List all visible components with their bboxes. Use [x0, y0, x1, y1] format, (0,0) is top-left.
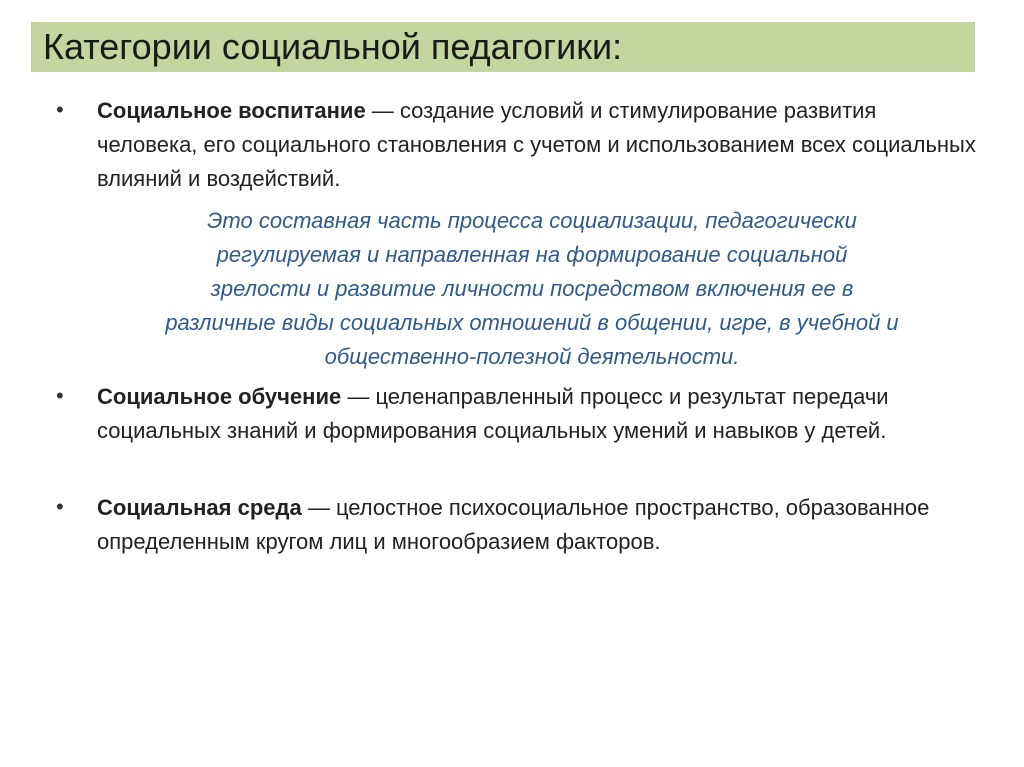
- bullet-icon: •: [56, 494, 64, 519]
- item-separator: —: [341, 384, 376, 409]
- quote-line: различные виды социальных отношений в общении, игре, в учебной и: [165, 310, 899, 335]
- quote-line: Это составная часть процесса социализации, педагогически: [207, 208, 857, 233]
- title-bar: [31, 22, 975, 72]
- bullet-icon: •: [56, 97, 64, 122]
- quote-line: регулируемая и направленная на формирование социальной: [216, 242, 848, 267]
- item-separator: —: [365, 98, 400, 123]
- quote-line: зрелости и развитие личности посредством включения ее в: [210, 276, 854, 301]
- list-item-social-learning: [97, 380, 977, 448]
- item-separator: —: [301, 495, 336, 520]
- item-text: создание условий и стимулирование развития человека, его социального становления с учетом и использованием всех социальных влияний и воздействий.: [97, 98, 976, 191]
- bullet-icon: •: [56, 383, 64, 408]
- item-term: Социальная среда: [97, 495, 302, 520]
- quote-line: общественно-полезной деятельности.: [324, 344, 740, 369]
- definition-quote: [97, 204, 967, 374]
- item-text: целенаправленный процесс и результат передачи социальных знаний и формирования социальных умений и навыков у детей.: [97, 384, 889, 443]
- item-term: Социальное обучение: [97, 384, 342, 409]
- list-item-social-upbringing: [97, 94, 977, 196]
- item-text: целостное психосоциальное пространство, образованное определенным кругом лиц и многообразием факторов.: [97, 495, 930, 554]
- list-item-social-environment: [97, 491, 977, 559]
- item-term: Социальное воспитание: [97, 98, 366, 123]
- slide-title: Категории социальной педагогики:: [43, 26, 623, 67]
